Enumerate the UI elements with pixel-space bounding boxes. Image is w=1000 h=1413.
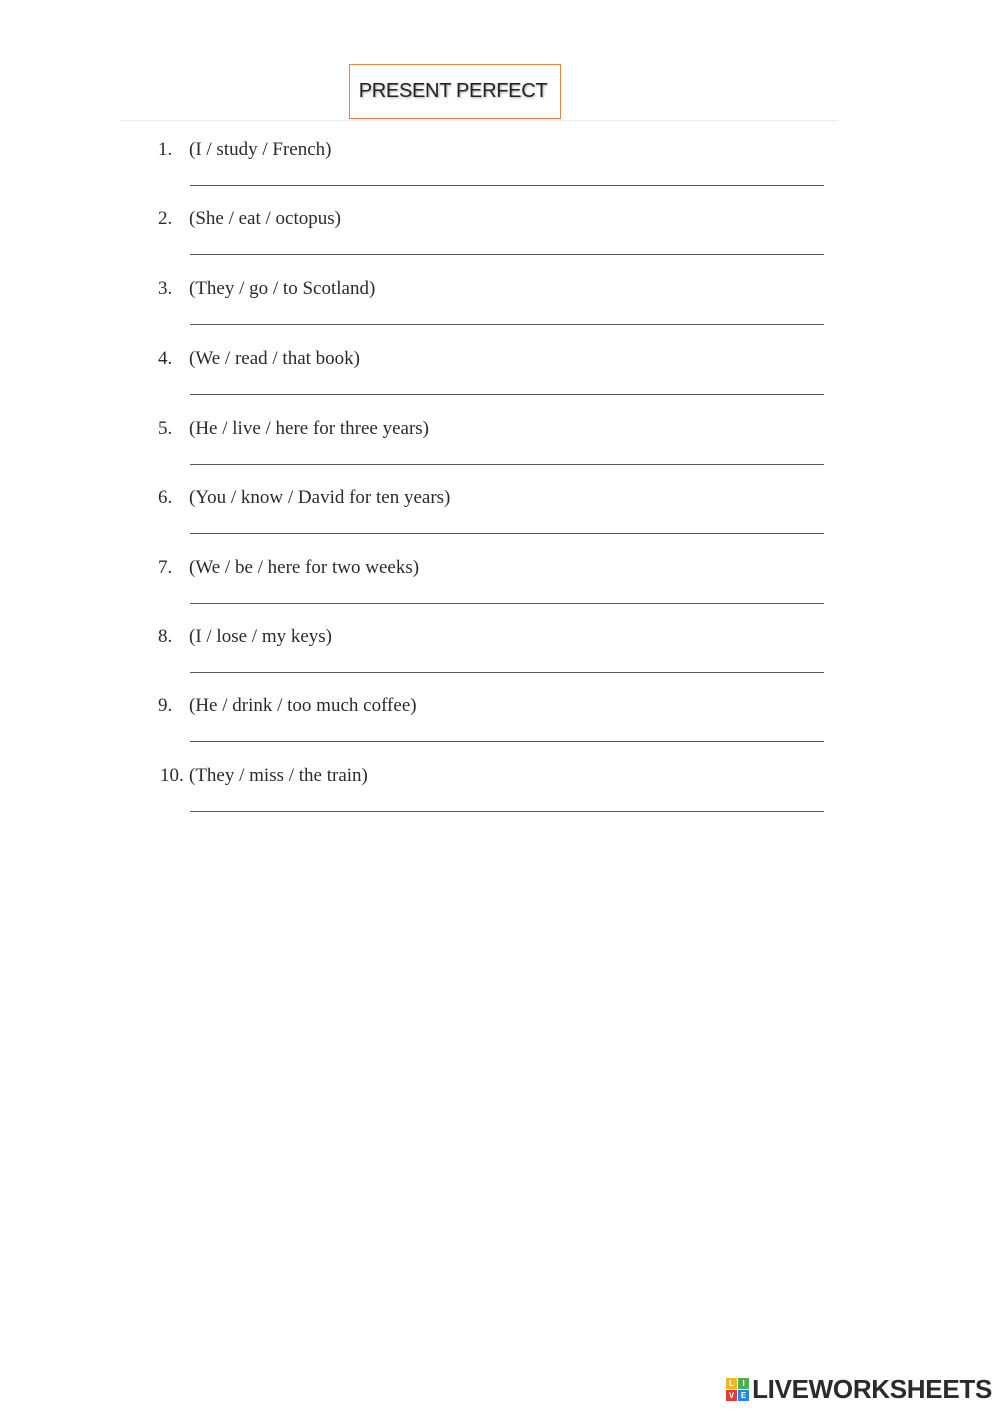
answer-line[interactable] bbox=[190, 324, 824, 325]
item-number: 5. bbox=[158, 418, 173, 439]
answer-line[interactable] bbox=[190, 741, 824, 742]
exercise-item-6 bbox=[0, 487, 1000, 556]
answer-line[interactable] bbox=[190, 394, 824, 395]
exercise-item-10 bbox=[0, 765, 1000, 834]
item-prompt: (They / go / to Scotland) bbox=[189, 278, 376, 299]
answer-line[interactable] bbox=[190, 185, 824, 186]
answer-line[interactable] bbox=[190, 811, 824, 812]
exercise-item-9 bbox=[0, 695, 1000, 764]
item-number: 7. bbox=[158, 557, 173, 578]
answer-line[interactable] bbox=[190, 254, 824, 255]
logo-letter-l: L bbox=[726, 1378, 737, 1389]
liveworksheets-brand bbox=[726, 1374, 992, 1405]
exercise-item-7 bbox=[0, 557, 1000, 626]
answer-line[interactable] bbox=[190, 603, 824, 604]
item-number: 4. bbox=[158, 348, 173, 369]
item-prompt: (She / eat / octopus) bbox=[189, 208, 341, 229]
item-prompt: (He / live / here for three years) bbox=[189, 418, 430, 439]
item-number: 3. bbox=[158, 278, 173, 299]
item-number: 10. bbox=[160, 765, 184, 786]
item-prompt: (He / drink / too much coffee) bbox=[189, 695, 417, 716]
header-divider bbox=[120, 120, 838, 121]
item-prompt: (I / lose / my keys) bbox=[189, 626, 333, 647]
item-number: 2. bbox=[158, 208, 173, 229]
answer-line[interactable] bbox=[190, 533, 824, 534]
logo-letter-v: V bbox=[726, 1390, 737, 1401]
item-number: 1. bbox=[158, 139, 173, 160]
liveworksheets-logo-icon bbox=[726, 1378, 749, 1401]
exercise-item-3 bbox=[0, 278, 1000, 347]
exercise-item-4 bbox=[0, 348, 1000, 417]
item-prompt: (We / read / that book) bbox=[189, 348, 360, 369]
item-number: 9. bbox=[158, 695, 173, 716]
item-number: 8. bbox=[158, 626, 173, 647]
worksheet-title: PRESENT PERFECT bbox=[358, 80, 548, 102]
logo-letter-i: I bbox=[738, 1378, 749, 1389]
exercise-item-1 bbox=[0, 139, 1000, 208]
logo-letter-e: E bbox=[738, 1390, 749, 1401]
item-number: 6. bbox=[158, 487, 173, 508]
title-box bbox=[349, 64, 561, 119]
exercise-item-8 bbox=[0, 626, 1000, 695]
item-prompt: (They / miss / the train) bbox=[189, 765, 368, 786]
answer-line[interactable] bbox=[190, 464, 824, 465]
item-prompt: (We / be / here for two weeks) bbox=[189, 557, 420, 578]
brand-name: LIVEWORKSHEETS bbox=[752, 1374, 992, 1404]
item-prompt: (You / know / David for ten years) bbox=[189, 487, 451, 508]
exercise-item-5 bbox=[0, 418, 1000, 487]
item-prompt: (I / study / French) bbox=[189, 139, 332, 160]
answer-line[interactable] bbox=[190, 672, 824, 673]
exercise-item-2 bbox=[0, 208, 1000, 277]
